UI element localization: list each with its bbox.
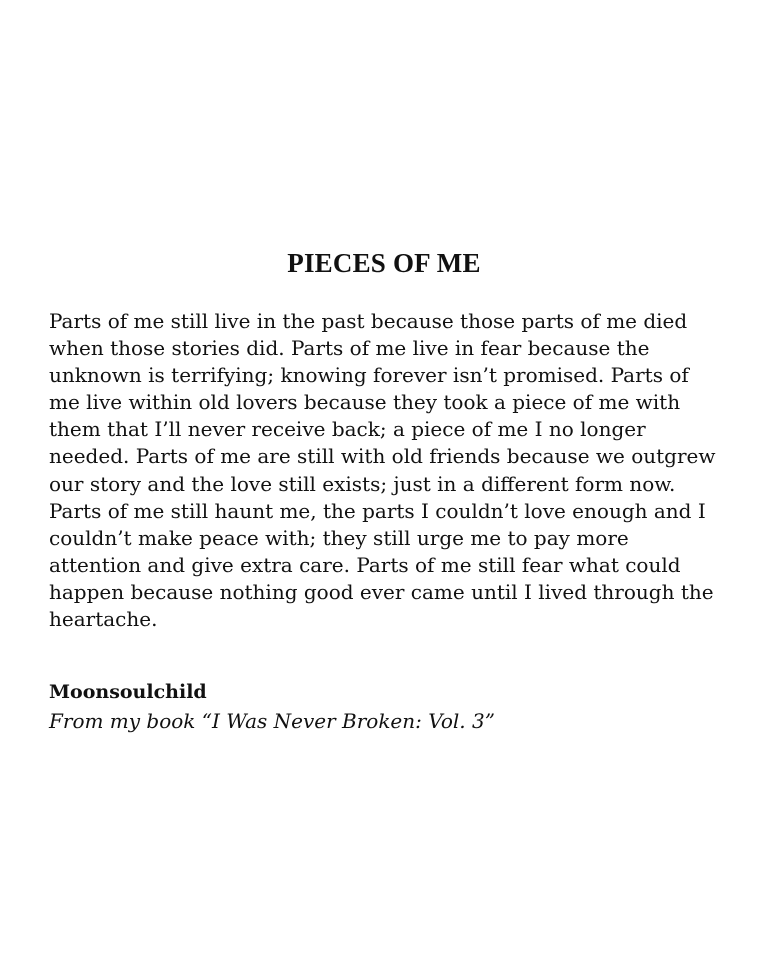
poem-line: Parts of me still haunt me, the parts I couldn’t love enough and I xyxy=(49,498,706,523)
poem-line: me live within old lovers because they took a piece of me with xyxy=(49,390,681,415)
poem-title: PIECES OF ME xyxy=(287,248,481,278)
poem-line: needed. Parts of me are still with old friends because we outgrew xyxy=(49,444,716,469)
poem-body xyxy=(49,308,739,633)
poem-line: them that I’ll never receive back; a piece of me I no longer xyxy=(49,417,646,442)
signature-block xyxy=(49,679,739,736)
poem-line: our story and the love still exists; just in a different form now. xyxy=(49,471,676,496)
poem-line: when those stories did. Parts of me live in fear because the xyxy=(49,336,650,361)
poem-line: heartache. xyxy=(49,607,158,632)
poem-line: unknown is terrifying; knowing forever isn’t promised. Parts of xyxy=(49,363,689,388)
poem-line: happen because nothing good ever came until I lived through the xyxy=(49,579,714,604)
poem-line: attention and give extra care. Parts of me still fear what could xyxy=(49,552,681,577)
book-source: From my book “I Was Never Broken: Vol. 3” xyxy=(49,709,495,733)
author-name: Moonsoulchild xyxy=(49,681,207,703)
poem-line: Parts of me still live in the past because those parts of me died xyxy=(49,309,688,333)
poem-line: couldn’t make peace with; they still urge me to pay more xyxy=(49,525,629,550)
